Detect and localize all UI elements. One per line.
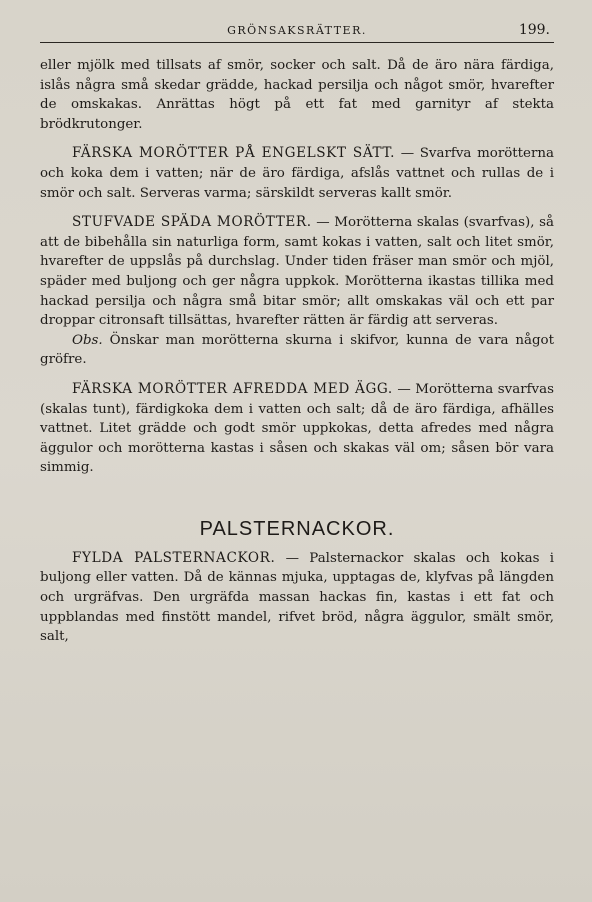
recipe-fylda [40,549,554,647]
recipe-body: — Svarfva morötterna och koka dem i vatten; när de äro färdiga, afslås vattnet och rullas de i smör och salt. Serveras varma; särskildt serveras kallt smör. [40,146,554,201]
recipe-engelskt-satt [40,144,554,203]
recipe-body: — Palsternackor skalas och kokas i buljong eller vatten. Då de kännas mjuka, upptagas de, klyfvas på längden och urgräfvas. Den urgräfda massan hackas fin, kastas i ett fat och uppblandas med finstött mandel, rifvet bröd, några äggulor, smält smör, salt, [40,550,555,645]
section-heading: PALSTERNACKOR. [199,517,395,540]
recipe-stufvade [40,213,554,331]
page-header [40,20,554,43]
recipe-title: STUFVADE SPÄDA MORÖTTER. [72,214,312,231]
recipe-title: FÄRSKA MORÖTTER PÅ ENGELSKT SÄTT. [72,145,396,162]
recipe-afredda [40,380,554,478]
recipe-body: — Morötterna svarfvas (skalas tunt), färdigkoka dem i vatten och salt; då de äro färdiga, afhälles vattnet. Litet grädde och godt smör uppkokas, detta afredes med några äggulor och morötterna kastas i såsen och skakas väl om; såsen bör vara simmig. [40,381,554,476]
obs-body: Önskar man morötterna skurna i skifvor, kunna de vara något gröfre. [40,332,554,368]
paragraph-carryover: eller mjölk med tillsats af smör, socker och salt. Då de äro nära färdiga, islås några små skedar grädde, hackad persilja och något smör, hvarefter de omskakas. Anrättas högt på ett fat med garnityr af stekta brödkrutonger. [40,58,554,132]
obs-label: Obs. [72,332,103,348]
recipe-body: — Morötterna skalas (svarfvas), så att de bibehålla sin naturliga form, samt kokas i vatten, salt och litet smör, hvarefter de uppslås på durchslag. Under tiden fräser man smör och mjöl, späder med buljong och ger några uppkok. Morötterna ikastas tillika med hackad persilja och några små bitar smör; allt omskakas väl och ett par droppar citronsaft tillsättas, hvarefter rätten är färdig att serveras. [40,215,554,329]
running-head: GRÖNSAKSRÄTTER. [227,24,367,37]
recipe-title: FYLDA PALSTERNACKOR. [72,549,276,566]
obs-note [40,331,554,370]
page-number: 199. [518,22,550,38]
recipe-title: FÄRSKA MORÖTTER AFREDDA MED ÄGG. [72,380,393,397]
